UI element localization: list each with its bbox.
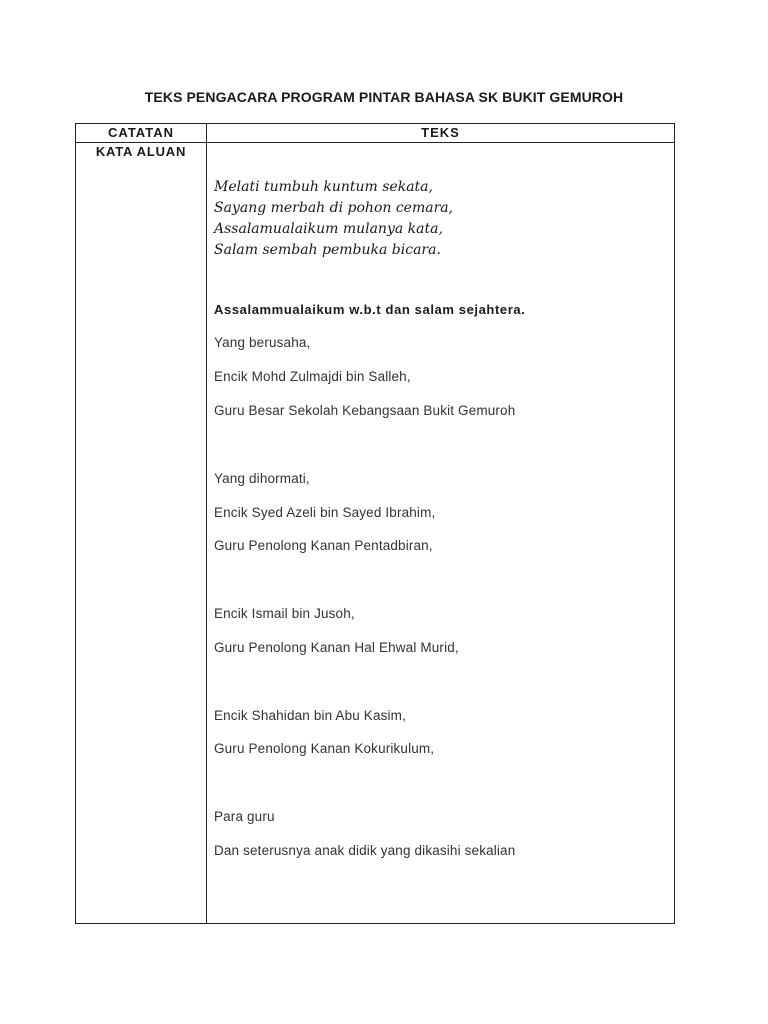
header-teks: TEKS xyxy=(207,124,675,143)
address-line: Guru Penolong Kanan Hal Ehwal Murid, xyxy=(214,640,459,655)
address-line: Encik Mohd Zulmajdi bin Salleh, xyxy=(214,369,411,384)
address-line: Encik Ismail bin Jusoh, xyxy=(214,606,355,621)
document-title: TEKS PENGACARA PROGRAM PINTAR BAHASA SK BUKIT GEMUROH xyxy=(144,89,624,105)
address-line: Guru Penolong Kanan Kokurikulum, xyxy=(214,741,435,756)
pantun-line: Sayang merbah di pohon cemara, xyxy=(214,200,454,216)
address-line: Guru Besar Sekolah Kebangsaan Bukit Gemuroh xyxy=(214,403,516,418)
address-line: Yang berusaha, xyxy=(214,335,311,350)
section-label: KATA ALUAN xyxy=(76,143,207,924)
table-header-row xyxy=(76,124,675,143)
table-body-row xyxy=(76,143,675,924)
pantun-line: Salam sembah pembuka bicara. xyxy=(214,242,441,258)
address-line: Para guru xyxy=(214,809,275,824)
pantun-line: Assalamualaikum mulanya kata, xyxy=(214,221,443,237)
pantun-line: Melati tumbuh kuntum sekata, xyxy=(214,179,433,195)
greeting-line: Assalammualaikum w.b.t dan salam sejahtera. xyxy=(214,302,526,317)
text-cell xyxy=(207,143,675,924)
address-line: Encik Shahidan bin Abu Kasim, xyxy=(214,708,406,723)
address-line: Dan seterusnya anak didik yang dikasihi sekalian xyxy=(214,843,516,858)
address-line: Encik Syed Azeli bin Sayed Ibrahim, xyxy=(214,505,436,520)
address-line: Yang dihormati, xyxy=(214,471,310,486)
speech-table xyxy=(75,123,675,924)
header-catatan: CATATAN xyxy=(76,124,207,143)
opening-pantun xyxy=(214,177,453,261)
address-line: Guru Penolong Kanan Pentadbiran, xyxy=(214,538,433,553)
